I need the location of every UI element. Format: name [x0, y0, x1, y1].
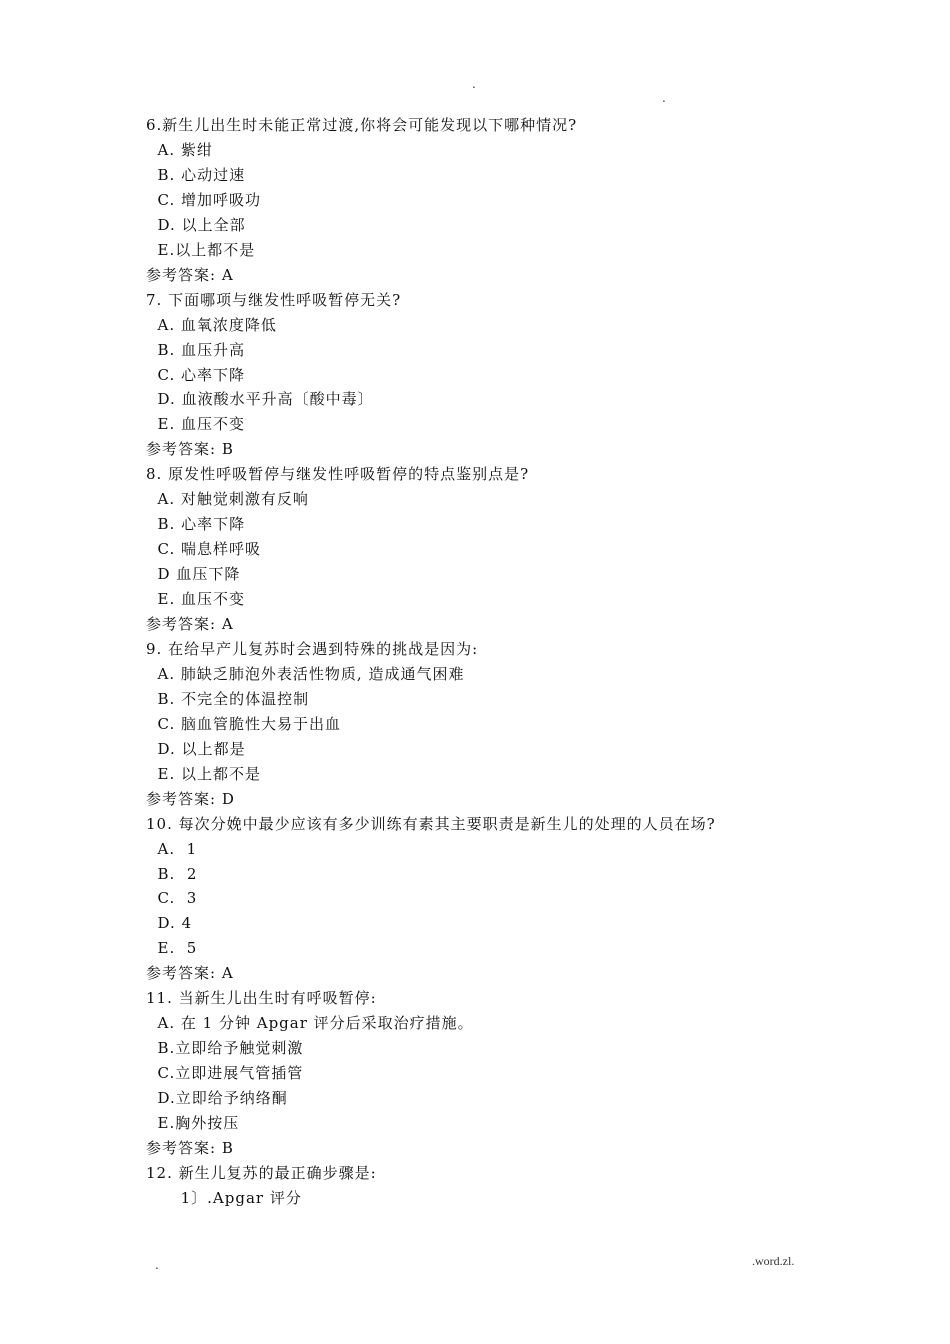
- text-line: E. 血压不变: [146, 590, 246, 608]
- text-line: E. 以上都不是: [146, 765, 262, 783]
- text-line: B. 血压升高: [146, 341, 246, 359]
- text-line: 10. 每次分娩中最少应该有多少训练有素其主要职责是新生儿的处理的人员在场?: [146, 815, 716, 833]
- text-line: A. 对触觉刺激有反响: [146, 490, 309, 508]
- text-line: D. 以上全部: [146, 216, 246, 234]
- text-line: B.立即给予触觉刺激: [146, 1039, 304, 1057]
- text-line: C. 脑血管脆性大易于出血: [146, 715, 342, 733]
- text-line: A. 紫绀: [146, 141, 213, 159]
- text-line: D 血压下降: [146, 565, 241, 583]
- text-line: D. 血液酸水平升高〔酸中毒〕: [146, 390, 374, 408]
- footer-source: .word.zl.: [752, 1254, 795, 1268]
- text-line: 8. 原发性呼吸暂停与继发性呼吸暂停的特点鉴别点是?: [146, 465, 530, 483]
- text-line: B. 心动过速: [146, 166, 246, 184]
- text-line: C. 3: [146, 889, 198, 907]
- text-line: B. 2: [146, 865, 198, 883]
- text-line: C. 增加呼吸功: [146, 191, 262, 209]
- text-line: C. 心率下降: [146, 366, 246, 384]
- text-line: 1〕.Apgar 评分: [146, 1189, 302, 1207]
- text-line: 参考答案: D: [146, 790, 235, 808]
- text-line: C. 喘息样呼吸: [146, 540, 262, 558]
- text-line: 6.新生儿出生时未能正常过渡,你将会可能发现以下哪种情况?: [146, 116, 578, 134]
- text-line: 参考答案: A: [146, 615, 234, 633]
- text-line: 12. 新生儿复苏的最正确步骤是:: [146, 1164, 377, 1182]
- text-line: A. 1: [146, 840, 198, 858]
- text-line: A. 在 1 分钟 Apgar 评分后采取治疗措施。: [146, 1014, 474, 1032]
- text-line: B. 心率下降: [146, 515, 246, 533]
- text-line: 9. 在给早产儿复苏时会遇到特殊的挑战是因为:: [146, 640, 479, 658]
- header-dot: .: [472, 77, 476, 91]
- text-line: D. 以上都是: [146, 740, 246, 758]
- text-line: A. 肺缺乏肺泡外表活性物质, 造成通气困难: [146, 665, 465, 683]
- text-line: E.以上都不是: [146, 241, 256, 259]
- text-line: 参考答案: A: [146, 266, 234, 284]
- footer-dot: .: [155, 1258, 159, 1272]
- text-line: 参考答案: B: [146, 440, 234, 458]
- text-line: B. 不完全的体温控制: [146, 690, 310, 708]
- text-line: 参考答案: B: [146, 1139, 234, 1157]
- text-line: 7. 下面哪项与继发性呼吸暂停无关?: [146, 291, 402, 309]
- text-line: D. 4: [146, 914, 193, 932]
- text-line: C.立即进展气管插管: [146, 1064, 304, 1082]
- header-dot: .: [662, 91, 666, 105]
- text-line: E.胸外按压: [146, 1114, 240, 1132]
- text-line: 参考答案: A: [146, 964, 234, 982]
- text-line: 11. 当新生儿出生时有呼吸暂停:: [146, 989, 377, 1007]
- text-line: E. 血压不变: [146, 415, 246, 433]
- text-line: D.立即给予纳络酮: [146, 1089, 288, 1107]
- text-line: A. 血氧浓度降低: [146, 316, 277, 334]
- text-line: E. 5: [146, 939, 198, 957]
